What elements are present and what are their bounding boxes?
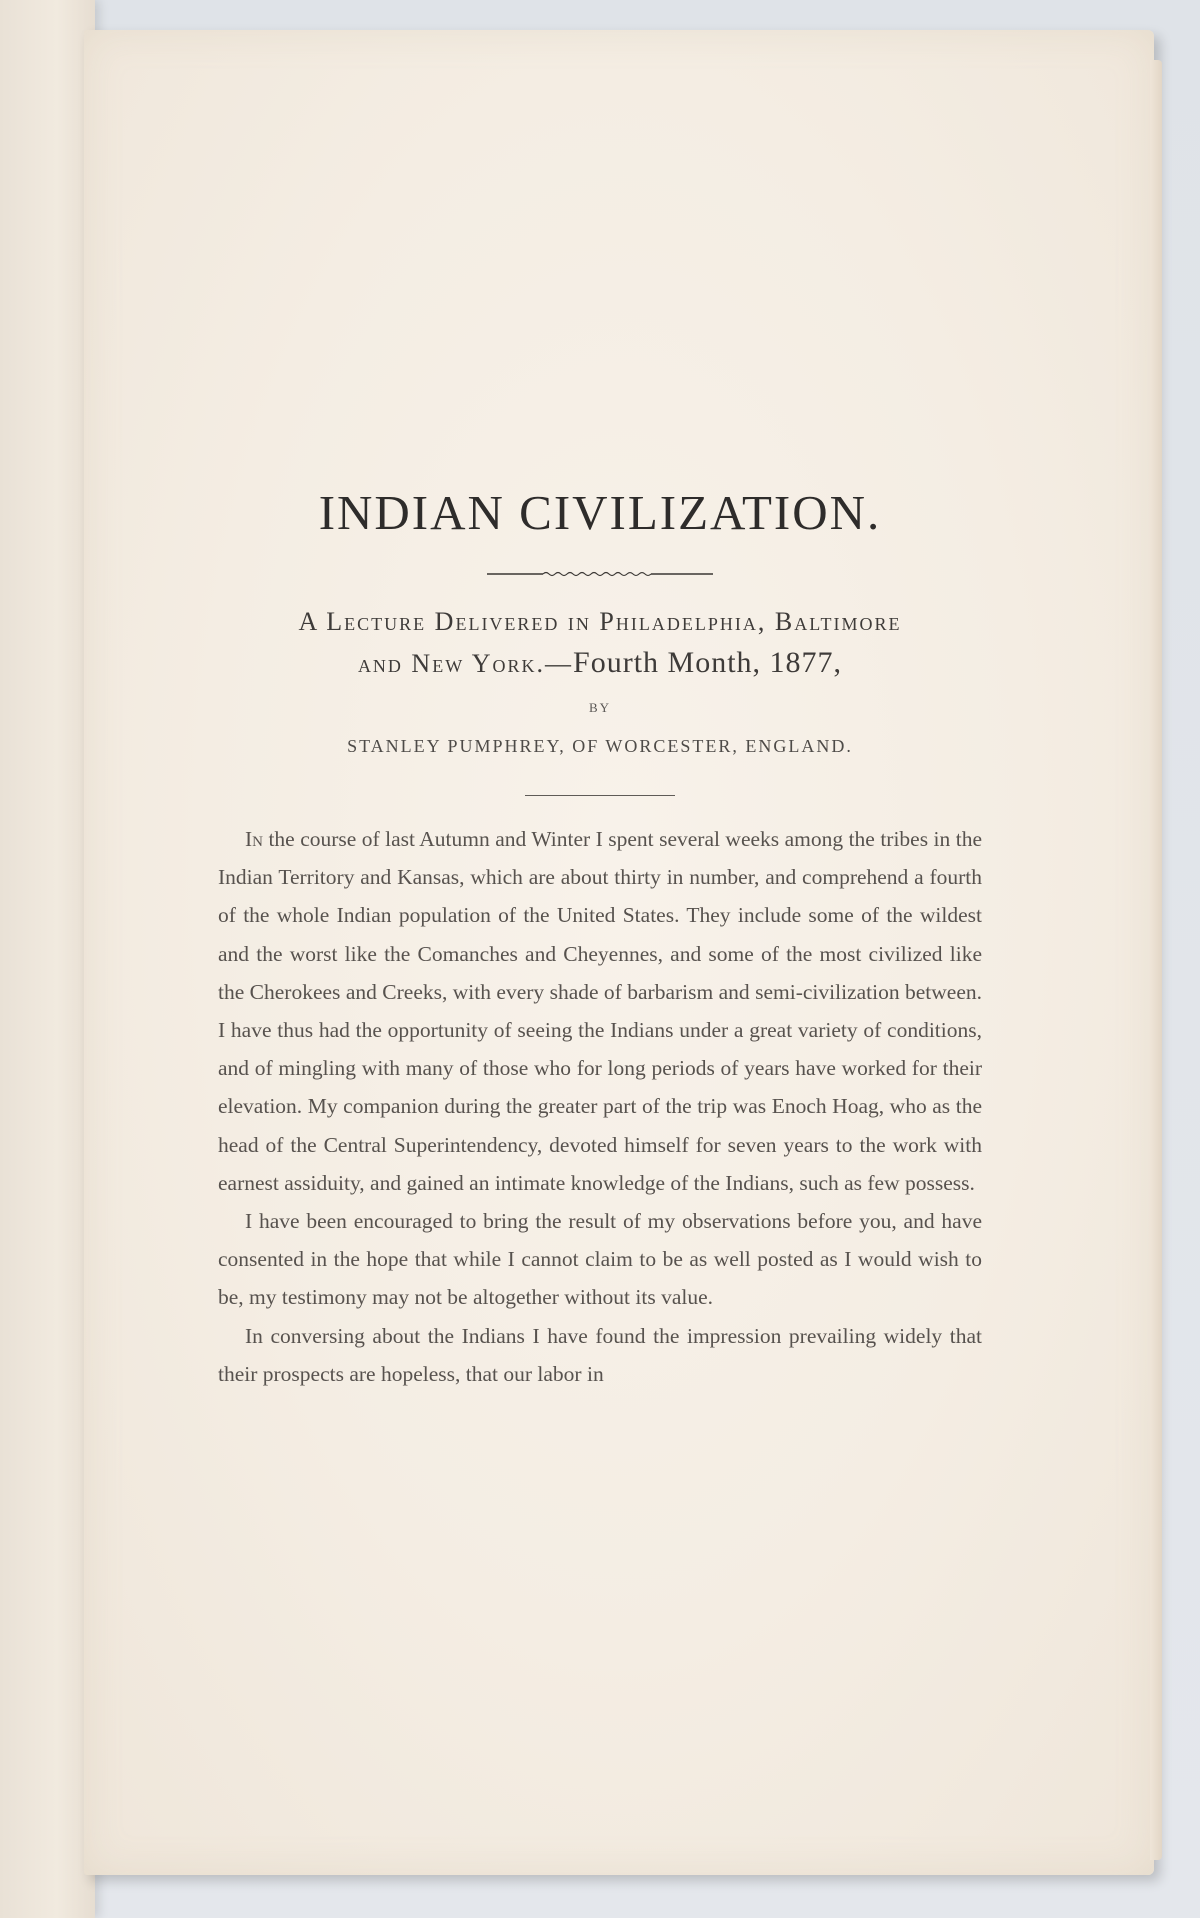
by-line: BY (588, 700, 612, 715)
paragraph-1 (218, 820, 982, 1202)
paragraph-2: I have been encouraged to bring the result of my observations before you, and have consented in the hope that while I cannot claim to be as well posted as I would wish to be, my testimony may not be altogether without its value. (218, 1209, 982, 1310)
lecture-subtitle (218, 601, 982, 684)
paragraph-1-text: the course of last Autumn and Winter I spent several weeks among the tribes in the Indian Territory and Kansas, which are about thirty in number, and comprehend a fourth of the whole Indian population of the United States. They include some of the wildest and the worst like the Comanches and Cheyennes, and some of the most civilized like the Cherokees and Creeks, with every shade of barbarism and semi-civilization between. I have thus had the opportunity of seeing the Indians under a great variety of conditions, and of mingling with many of those who for long periods of years have worked for their elevation. My companion during the greater part of the trip was Enoch Hoag, who as the head of the Central Superintendency, devoted himself for seven years to the work with earnest assiduity, and gained an intimate knowledge of the Indians, such as few possess. (218, 827, 982, 1195)
subtitle-date: Fourth Month, 1877, (573, 646, 843, 679)
document-title: INDIAN CIVILIZATION. (318, 485, 882, 540)
divider-rule (525, 795, 675, 796)
subtitle-line-2 (218, 642, 982, 684)
body-text (218, 820, 982, 1393)
subtitle-line-1: A Lecture Delivered in Philadelphia, Baltimore (298, 607, 902, 636)
page-content (218, 470, 982, 1393)
author-line: STANLEY PUMPHREY, OF WORCESTER, ENGLAND. (347, 736, 853, 756)
facing-page-edge (0, 0, 95, 1918)
page-stack-edge (1150, 60, 1162, 1860)
paragraph-1-lead: In (245, 827, 263, 851)
paragraph-3: In conversing about the Indians I have found the impression prevailing widely that their prospects are hopeless, that our labor in (218, 1323, 982, 1386)
ornamental-rule (487, 567, 713, 581)
subtitle-place: and New York.— (357, 649, 574, 678)
